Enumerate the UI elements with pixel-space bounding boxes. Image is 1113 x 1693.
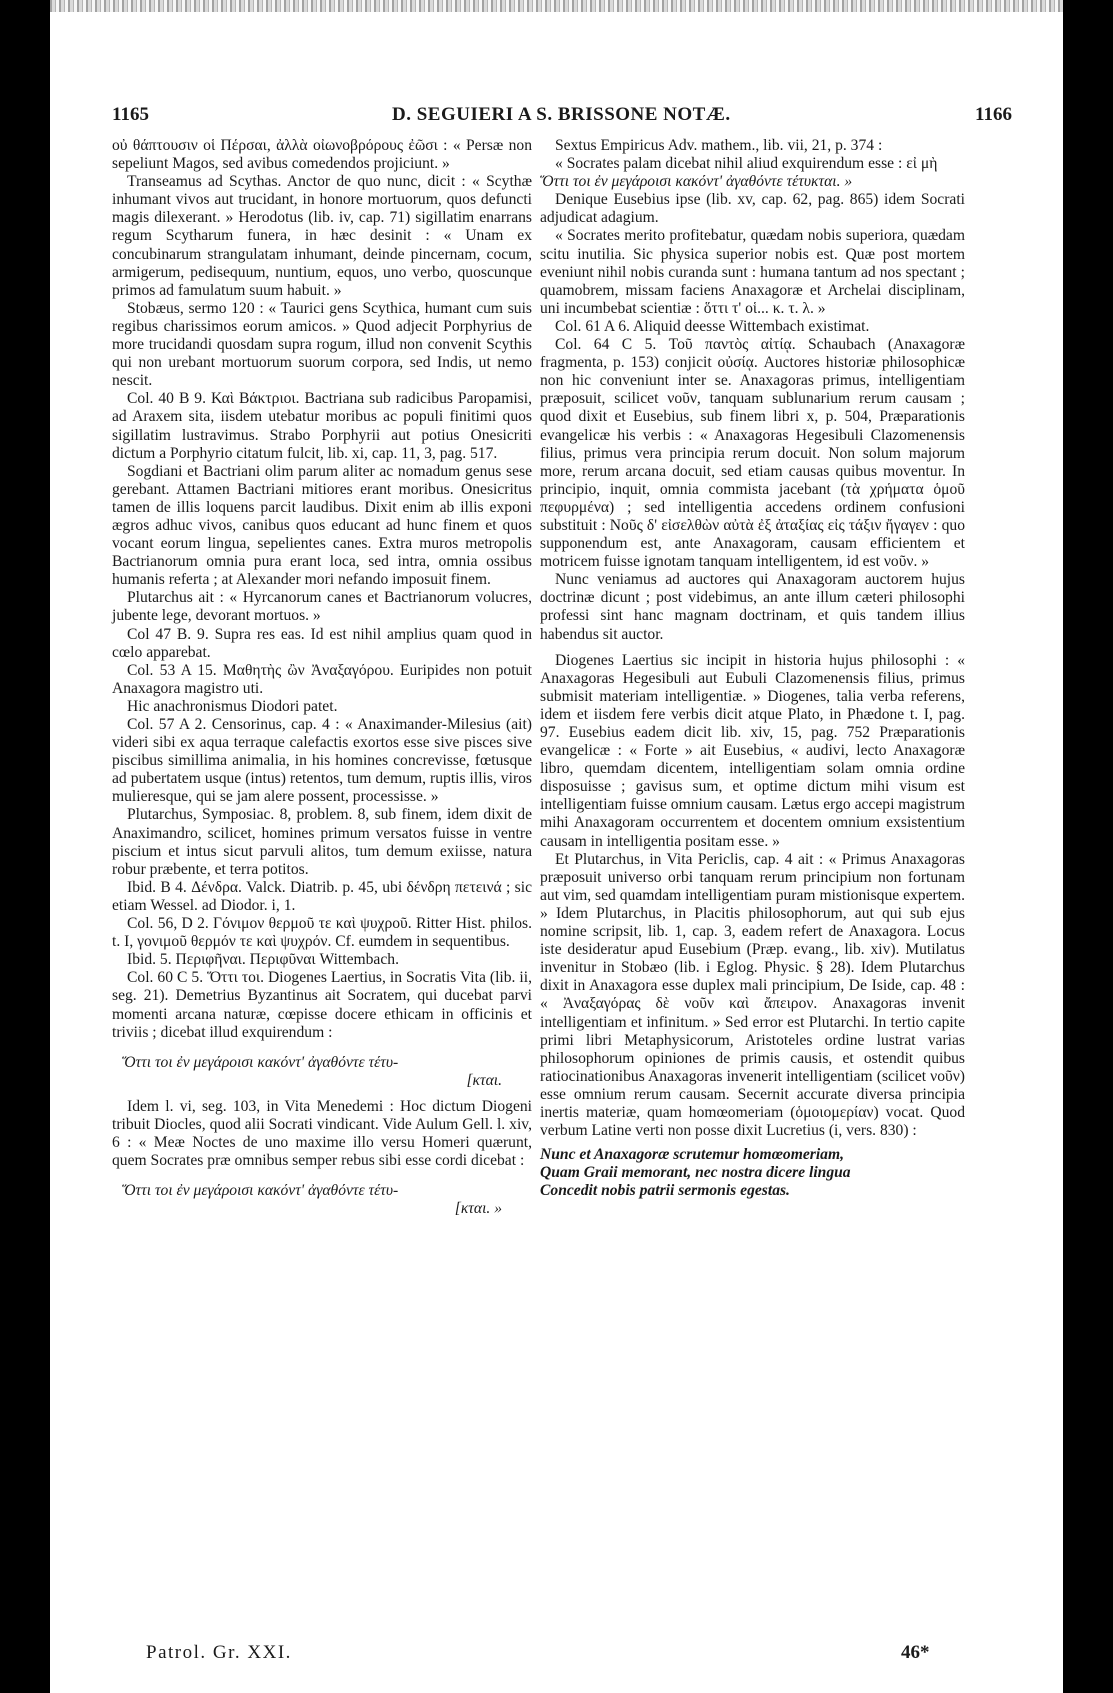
paragraph: Ibid. 5. Περιφῆναι. Περιφῦναι Wittembach.: [127, 951, 399, 969]
page-sheet: [50, 0, 1063, 1693]
paragraph: Col. 53 A 15. Μαθητὴς ὢν Ἀναξαγόρου. Euripides non potuit Anaxagora magistro uti.: [112, 661, 532, 697]
paragraph: Col. 56, D 2. Γόνιμον θερμοῦ τε καὶ ψυχροῦ. Ritter Hist. philos. t. I, γονιμοῦ θερμόν τε καὶ ψυχρόν. Cf. eumdem in sequentibus.: [112, 915, 532, 951]
latin-verse-line: Nunc et Anaxagoræ scrutemur homœomeriam,: [540, 1146, 844, 1164]
paragraph: Col. 40 B 9. Καὶ Βάκτριοι. Bactriana sub radicibus Paropamisi, ad Araxem sita, iisdem utebatur moribus ac populi finitimi quos sigillatim lustravimus. Strabo Porphyrii aut potius Onesicriti dictum a Porphyrio citatum fulcit, lib. xi, cap. 11, 3, pag. 517.: [112, 390, 532, 462]
scan-edge: [50, 0, 1063, 12]
paragraph: Transeamus ad Scythas. Anctor de quo nunc, dicit : « Scythæ inhumant vivos aut trucidant, in honore mortuorum, quos defuncti magis dilexerant. » Herodotus (lib. iv, cap. 71) sigillatim enarrans regum Scytharum funera, in hæc desinit : « Unam ex concubinarum strangulatam inhumant, deinde pincernam, cocum, armigerum, pedisequum, nuntium, equos, uno verbo, quoscunque primos ad famulatum suum habuit. »: [112, 173, 532, 299]
footer-volume: Patrol. Gr. XXI.: [146, 1642, 292, 1663]
paragraph: Et Plutarchus, in Vita Periclis, cap. 4 ait : « Primus Anaxagoras præposuit universo orbi tanquam rerum principium non fortunam aut vim, sed quamdam intelligentiam puram mistionisque expertem. » Idem Plutarchus, in Placitis philosophorum, aut qui sub ejus nomine scripsit, lib. 1, cap. 3, eadem refert de Anaxagora. Locus iste desideratur apud Eusebium (Præp. evang., lib. xiv). Mutilatus invenitur in Stobæo (lib. i Eglog. Physic. § 28). Idem Plutarchus dixit in Anaxagora esse duplex mali principium, De Iside, cap. 48 : « Ἀναξαγόρας δὲ νοῦν καὶ ἄπειρον. Anaxagoras invenit intelligentiam et infinitum. » Sed error est Plutarchi. In tertio capite primi libri Metaphysicorum, Aristoteles ordine lustrat varias philosophorum opiniones de primis causis, et ostendit quibus ratiocinationibus Anaxagoras invenerit intelligentiam (scilicet νοῦν) esse omnium rerum causam. Secernit accurate diversa principia inertis materiæ, quam homœomeriam (ὁμοιομερίαν) vocat. Quod verbum Latine verti non posse dixit Lucretius (i, vers. 830) :: [540, 850, 965, 1140]
greek-verse-end: [κται. »: [454, 1200, 502, 1218]
paragraph: Col. 64 C 5. Τοῦ παντὸς αἰτίᾳ. Schaubach (Anaxagoræ fragmenta, p. 153) conjicit οὐσίᾳ. Auctores historiæ philosophicæ non hic conveniunt inter se. Anaxagoras primus, intelligentiam præposuit, scilicet νοῦν, tanquam sublunarium rerum causam ; quod dixit et Eusebius, sub finem libri x, p. 504, Præparationis evangelicæ his verbis : « Anaxagoras Hegesibuli Clazomenensis filius, primus vera principia rerum docuit. Non solum majorum more, rerum arcana docuit, sed etiam causas quibus moventur. In principio, inquit, omnia commista jacebant (τὰ χρήματα ὁμοῦ πεφυρμένα) ; sed intelligentia accedens ordinem confusioni substituit : Νοῦς δ' εἰσελθὼν αὐτὰ ἐξ ἀταξίας εἰς τάξιν ἤγαγεν : quo supponendum est, ante Anaxagoram, causam efficientem et motricem fuisse ignotam tanquam intelligentem, id est νοῦν. »: [540, 336, 965, 571]
paragraph: Plutarchus ait : « Hyrcanorum canes et Bactrianorum volucres, jubente lege, devorant mortuos. »: [112, 589, 532, 625]
footer-signature: 46*: [901, 1642, 930, 1663]
running-header: [112, 104, 1012, 128]
paragraph: Plutarchus, Symposiac. 8, problem. 8, sub finem, idem dixit de Anaximandro, scilicet, homines primum versatos fuisse in ventre piscium et intus sicut parvuli alitos, tum demum exiisse, natura robur præbente, et terra potitos.: [112, 806, 532, 878]
paragraph: Ibid. B 4. Δένδρα. Valck. Diatrib. p. 45, ubi δένδρη πετεινά ; sic etiam Wessel. ad Diodor. i, 1.: [112, 878, 532, 914]
latin-verse-line: Concedit nobis patrii sermonis egestas.: [540, 1182, 790, 1200]
paragraph: Col. 60 C 5. Ὅττι τοι. Diogenes Laertius, in Socratis Vita (lib. ii, seg. 21). Demetrius Byzantinus ait Socratem, qui ducebat parvi momenti arcana naturæ, cœpisse docere ethicam in officinis et triviis ; dicebat illud exquirendum :: [112, 969, 532, 1041]
paragraph: Hic anachronismus Diodori patet.: [127, 697, 338, 715]
left-column: [112, 137, 532, 1226]
paragraph: Sogdiani et Bactriani olim parum aliter ac nomadum genus sese gerebant. Attamen Bactriani mitiores erant moribus. Onesicritus tamen de illis loquens parcit laudibus. Dixit enim ab illis exponi ægros adhuc vivos, canibus quos educant ad hunc finem et quos vocant eorum lingua, sepelientes canes. Extra muros metropolis Bactrianorum omnia pura erant loca, sed intra, omnia ossibus humanis referta ; at Alexander mori nefando imposuit finem.: [112, 462, 532, 589]
paragraph: Sextus Empiricus Adv. mathem., lib. vii, 21, p. 374 :: [555, 137, 883, 154]
paragraph: Col. 61 A 6. Aliquid deesse Wittembach existimat.: [555, 317, 870, 335]
page-number-left: 1165: [112, 104, 149, 125]
paragraph: « Socrates merito profitebatur, quædam nobis superiora, quædam scitu inutilia. Sic physica superior nobis est. Quæ post mortem eveniunt nihil nobis curanda sunt : humana tantum ad nos spectant ; quamobrem, missam faciens Anaxagoræ et Archelai disciplinam, uni incumbebat scientiæ : ὅττι τ' οἱ... κ. τ. λ. »: [540, 227, 965, 317]
page-number-right: 1166: [975, 104, 1012, 125]
greek-verse-end: [κται.: [466, 1071, 502, 1089]
greek-verse: Ὅττι τοι ἐν μεγάροισι κακόντ' ἀγαθόντε τέτυ-: [122, 1182, 399, 1200]
paragraph: « Socrates palam dicebat nihil aliud exquirendum esse : εἰ μὴ: [555, 155, 938, 173]
paragraph: Col 47 B. 9. Supra res eas. Id est nihil amplius quam quod in cœlo apparebat.: [112, 625, 532, 661]
header-title: D. SEGUIERI A S. BRISSONE NOTÆ.: [392, 104, 731, 125]
paragraph: Col. 57 A 2. Censorinus, cap. 4 : « Anaximander-Milesius (ait) videri sibi ex aqua terraque calefactis exortos esse sive pisces sive piscibus simillima animalia, in his homines concrevisse, fœtusque ad pubertatem usque (intus) retentos, tum demum, ruptis illis, viros mulieresque, qui se jam alere possent, processisse. »: [112, 716, 532, 806]
latin-verse-line: Quam Graii memorant, nec nostra dicere lingua: [540, 1164, 851, 1182]
paragraph: Diogenes Laertius sic incipit in historia hujus philosophi : « Anaxagoras Hegesibuli aut Eubuli Clazomenensis filius, primus submisit materiam intelligentiæ. » Diogenes, talia verba referens, idem et iisdem fere verbis dicit atque Plato, in Phædone t. I, pag. 97. Eusebius eadem dicit lib. xiv, 15, pag. 752 Præparationis evangelicæ : « Forte » ait Eusebius, « audivi, lecto Anaxagoræ libro, quemdam dicentem, intelligentiam solam omnia ordine disposuisse ; gavisus sum, et optime dictum mihi visum est intelligentiam fuisse omnium causam. Lætus ergo accepi magistrum mihi Anaxagoram occurrentem et docentem omnium exsistentium causam in intelligentia positam esse. »: [540, 651, 965, 850]
paragraph: Stobæus, sermo 120 : « Taurici gens Scythica, humant cum suis regibus charissimos eorum amicos. » Quod adjecit Porphyrius de more trucidandi quosdam supra rogum, illud non convenit Scythis qui non urebant mortuorum suorum corpora, sed Indis, ut nemo nescit.: [112, 299, 532, 390]
paragraph: οὐ θάπτουσιν οἱ Πέρσαι, ἀλλὰ οἰωνοβρόρους ἐῶσι : « Persæ non sepeliunt Magos, sed avibus comedendos projiciunt. »: [112, 137, 532, 173]
paragraph: Nunc veniamus ad auctores qui Anaxagoram auctorem hujus doctrinæ dicunt ; post videbimus, an ante illum cæteri philosophi professi sint hanc magnam doctrinam, et quis tandem illius habendus sit auctor.: [540, 571, 965, 643]
greek-verse: Ὅττι τοι ἐν μεγάροισι κακόντ' ἀγαθόντε τέτυ-: [122, 1053, 399, 1071]
paragraph: Idem l. vi, seg. 103, in Vita Menedemi : Hoc dictum Diogeni tribuit Diocles, quod alii Socrati vindicant. Vide Aulum Gell. l. xiv, 6 : « Meæ Noctes de uno maxime illo versu Homeri quærunt, quem Socrates præ omnibus semper rebus sibi esse cordi dicebat :: [112, 1097, 532, 1170]
paragraph: Denique Eusebius ipse (lib. xv, cap. 62, pag. 865) idem Socrati adjudicat adagium.: [540, 191, 965, 227]
right-column: [540, 137, 965, 1200]
greek-quote: Ὅττι τοι ἐν μεγάροισι κακόντ' ἀγαθόντε τέτυκται. »: [540, 173, 853, 191]
